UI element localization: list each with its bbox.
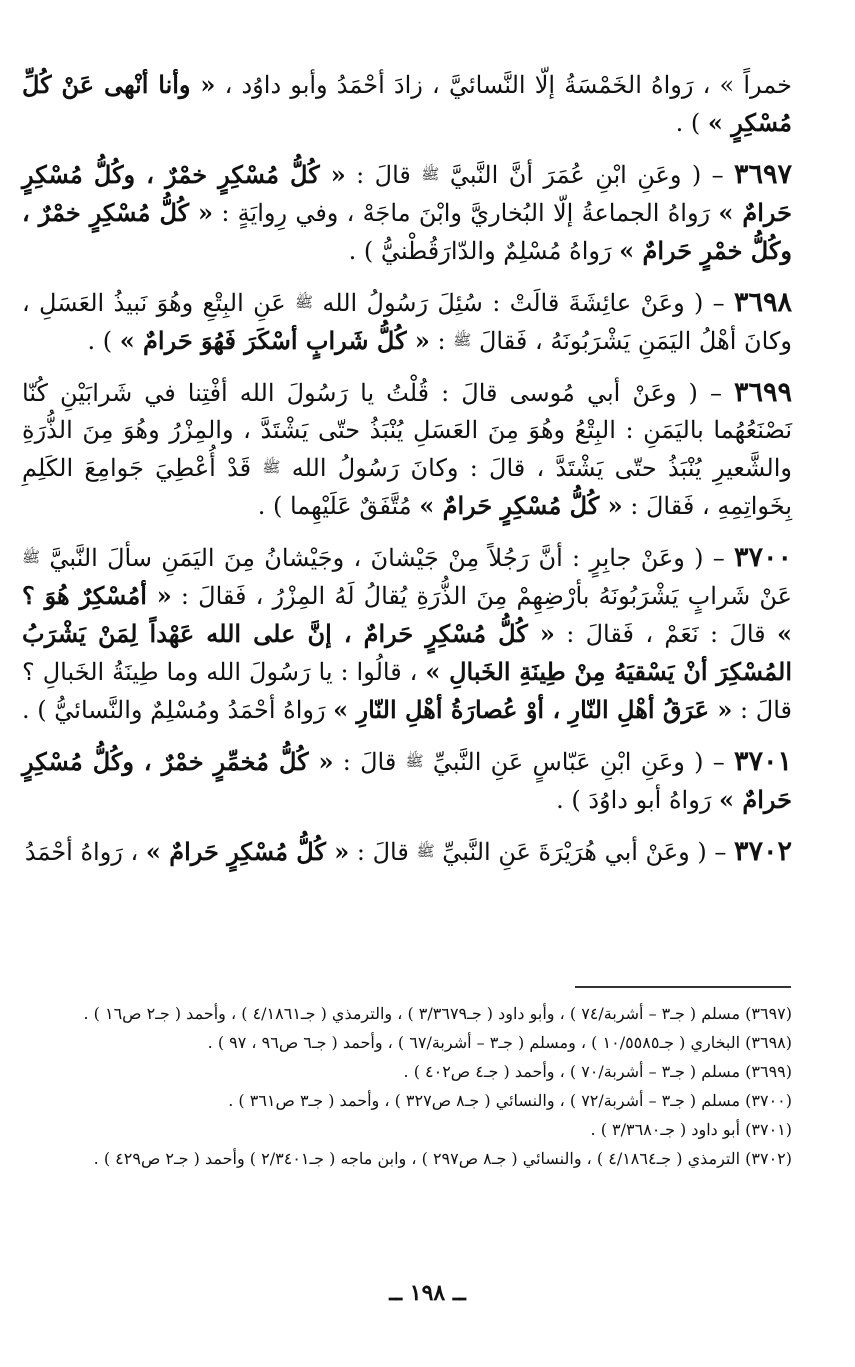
footnote: (٣٧٠٠) مسلم ( جـ٣ – أشربة/٧٢ ) ، والنسائي ( جـ٨ ص٣٢٧ ) ، وأحمد ( جـ٣ ص٣٦١ ) . [228, 1091, 792, 1110]
hadith-body [22, 66, 792, 885]
narration-text: رَواهُ أحْمَدُ ومُسْلِمٌ والنَّسائيُّ ) . [22, 696, 334, 724]
footnote: (٣٦٩٨) البخاري ( جـ١٠/٥٥٨٥ ) ، ومسلم ( جـ٣ – أشربة/٦٧ ) ، وأحمد ( جـ٦ ص٩٦ ، ٩٧ ) . [207, 1033, 792, 1052]
footnote-divider [575, 986, 791, 988]
hadith-number: ٣٦٩٨ [733, 287, 792, 318]
salutation-ligature: ﷺ [295, 293, 314, 311]
prophetic-quote: « كُلُّ مُسْكِرٍ حَرامٌ » [419, 491, 623, 520]
salutation-ligature: ﷺ [416, 842, 435, 860]
narration-text: – ( وعَنْ عائِشَةَ قالَتْ : سُئِلَ رَسُولُ الله [313, 289, 734, 317]
narration-text: – ( وعَنِ ابْنِ عُمَرَ أنَّ النَّبيَّ [439, 161, 734, 189]
narration-text: قالَ : نَعَمْ ، فَقالَ : [554, 620, 778, 648]
narration-text: رَواهُ أبو داوُدَ ) . [556, 786, 720, 814]
hadith-paragraph [22, 833, 792, 871]
footnote: (٣٧٠٢) الترمذي ( جـ٤/١٨٦٤ ) ، والنسائي ( جـ٨ ص٢٩٧ ) ، وابن ماجه ( جـ٢/٣٤٠١ ) وأحمد ( جـ٢ ص٤٢٩ ) . [93, 1149, 792, 1168]
hadith-paragraph [22, 743, 792, 819]
narration-text: مُتَّفَقٌ عَلَيْهِما ) . [257, 492, 420, 520]
narration-text: ، رَواهُ أحْمَدُ [24, 838, 146, 866]
narration-text: قالَ : [349, 838, 417, 866]
prophetic-quote: « كُلُّ مُسْكِرٍ خمْرٌ ، وكُلُّ خمْرٍ حَرامٌ » [22, 198, 792, 265]
hadith-number: ٣٧٠٢ [733, 836, 792, 867]
narration-text: قالَ : [333, 748, 406, 776]
hadith-paragraph [22, 284, 792, 360]
page-number: ــ ١٩٨ ــ [389, 1280, 466, 1306]
hadith-number: ٣٦٩٧ [733, 159, 792, 190]
narration-text: ، قالُوا : يا رَسُولَ الله وما طِينَةُ الخَبالِ ؟ قالَ : [22, 658, 792, 724]
prophetic-quote: « وأنا أنْهى عَنْ كُلِّ مُسْكِرٍ » [22, 70, 792, 137]
prophetic-quote: « كُلُّ مُسْكِرٍ خمْرٌ ، وكُلُّ مُسْكِرٍ حَرامٌ » [22, 160, 792, 227]
narration-text: – ( وعَنِ ابْنِ عَبّاسٍ عَنِ النَّبيِّ [423, 748, 734, 776]
narration-text: – ( وعَنْ أبي مُوسى قالَ : قُلْتُ يا رَسُولَ الله أفْتِنا في شَرابَيْنِ كُنّا نَصْنَعُهُما باليَمَنِ : البِتْعُ وهُوَ مِنَ العَسَلِ يُنْبَذُ حتّى يَشْتَدَّ ، والمِزْرُ وهُوَ مِنَ الذُّرَةِ والشَّعيرِ يُنْبَذُ حتّى يَشْتَدَّ ، قالَ : وكانَ رَسُولُ الله [22, 379, 792, 482]
hadith-paragraph [22, 66, 792, 142]
prophetic-quote: « عَرَقُ أهْلِ النّارِ ، أوْ عُصارَةُ أهْلِ النّارِ » [333, 695, 733, 724]
hadith-number: ٣٧٠١ [733, 746, 792, 777]
salutation-ligature: ﷺ [405, 752, 424, 770]
footnotes [28, 1000, 792, 1174]
narration-text: خمراً » ، رَواهُ الخَمْسَةُ إلّا النَّسائيَّ ، زادَ أحْمَدُ وأبو داوُد ، [215, 71, 793, 99]
prophetic-quote: « كُلُّ مُسْكِرٍ حَرامٌ ، إنَّ على الله عَهْداً لِمَنْ يَشْرَبُ المُسْكِرَ أنْ يَسْقيَهُ مِنْ طِينَةِ الخَبالِ » [22, 619, 792, 686]
salutation-ligature: ﷺ [453, 331, 472, 349]
narration-text: قالَ : [345, 161, 422, 189]
narration-text: رَواهُ الجماعةُ إلّا البُخاريَّ وابْنَ ماجَهْ ، وفي رِوايَةٍ : [213, 199, 719, 227]
hadith-number: ٣٦٩٩ [733, 377, 792, 408]
narration-text: – ( وعَنْ أبي هُرَيْرَةَ عَنِ النَّبيِّ [434, 838, 734, 866]
narration-text: ) . [675, 109, 708, 137]
footnote: (٣٧٠١) أبو داود ( جـ٣/٣٦٨٠ ) . [590, 1120, 792, 1139]
narration-text: رَواهُ مُسْلِمٌ والدّارَقُطْنيُّ ) . [348, 237, 620, 265]
hadith-number: ٣٧٠٠ [733, 542, 792, 573]
narration-text: ) . [87, 327, 120, 355]
narration-text: – ( وعَنْ جابِرٍ : أنَّ رَجُلاً مِنْ جَيْشانَ ، وجَيْشانُ مِنَ اليَمَنِ سألَ النَّبيَّ [40, 544, 734, 572]
salutation-ligature: ﷺ [22, 548, 41, 566]
prophetic-quote: « كُلُّ مُخمِّرٍ خمْرٌ ، وكُلُّ مُسْكِرٍ حَرامٌ » [22, 747, 792, 814]
narration-text: عَنْ شَرابٍ يَشْرَبُونَهُ بأرْضِهِمْ مِنَ الذُّرَةِ يُقالُ لَهُ المِزْرُ ، فَقالَ : [171, 582, 792, 610]
salutation-ligature: ﷺ [262, 458, 281, 476]
narration-text: عَنِ البِتْعِ وهُوَ نَبيذُ العَسَلِ ، وكانَ أهْلُ اليَمَنِ يَشْرَبُونَهُ ، فَقالَ [22, 289, 792, 355]
salutation-ligature: ﷺ [421, 165, 440, 183]
prophetic-quote: « كُلُّ شَرابٍ أسْكَرَ فَهُوَ حَرامٌ » [119, 326, 430, 355]
footnote: (٣٦٩٧) مسلم ( جـ٣ – أشربة/٧٤ ) ، وأبو داود ( جـ٣/٣٦٧٩ ) ، والترمذي ( جـ٤/١٨٦١ ) ، وأحمد ( جـ٢ ص١٦ ) . [83, 1004, 792, 1023]
hadith-paragraph [22, 539, 792, 729]
narration-text: قَدْ أُعْطِيَ جَوامِعَ الكَلِمِ بِخَواتِمِهِ ، فَقالَ : [22, 454, 792, 520]
hadith-paragraph [22, 374, 792, 525]
narration-text: : [429, 327, 454, 355]
prophetic-quote: « كُلُّ مُسْكِرٍ حَرامٌ » [145, 837, 350, 866]
prophetic-quote: « أمُسْكِرٌ هُوَ ؟ » [22, 581, 793, 648]
footnote: (٣٦٩٩) مسلم ( جـ٣ – أشربة/٧٠ ) ، وأحمد ( جـ٤ ص٤٠٢ ) . [403, 1062, 792, 1081]
hadith-paragraph [22, 156, 792, 270]
